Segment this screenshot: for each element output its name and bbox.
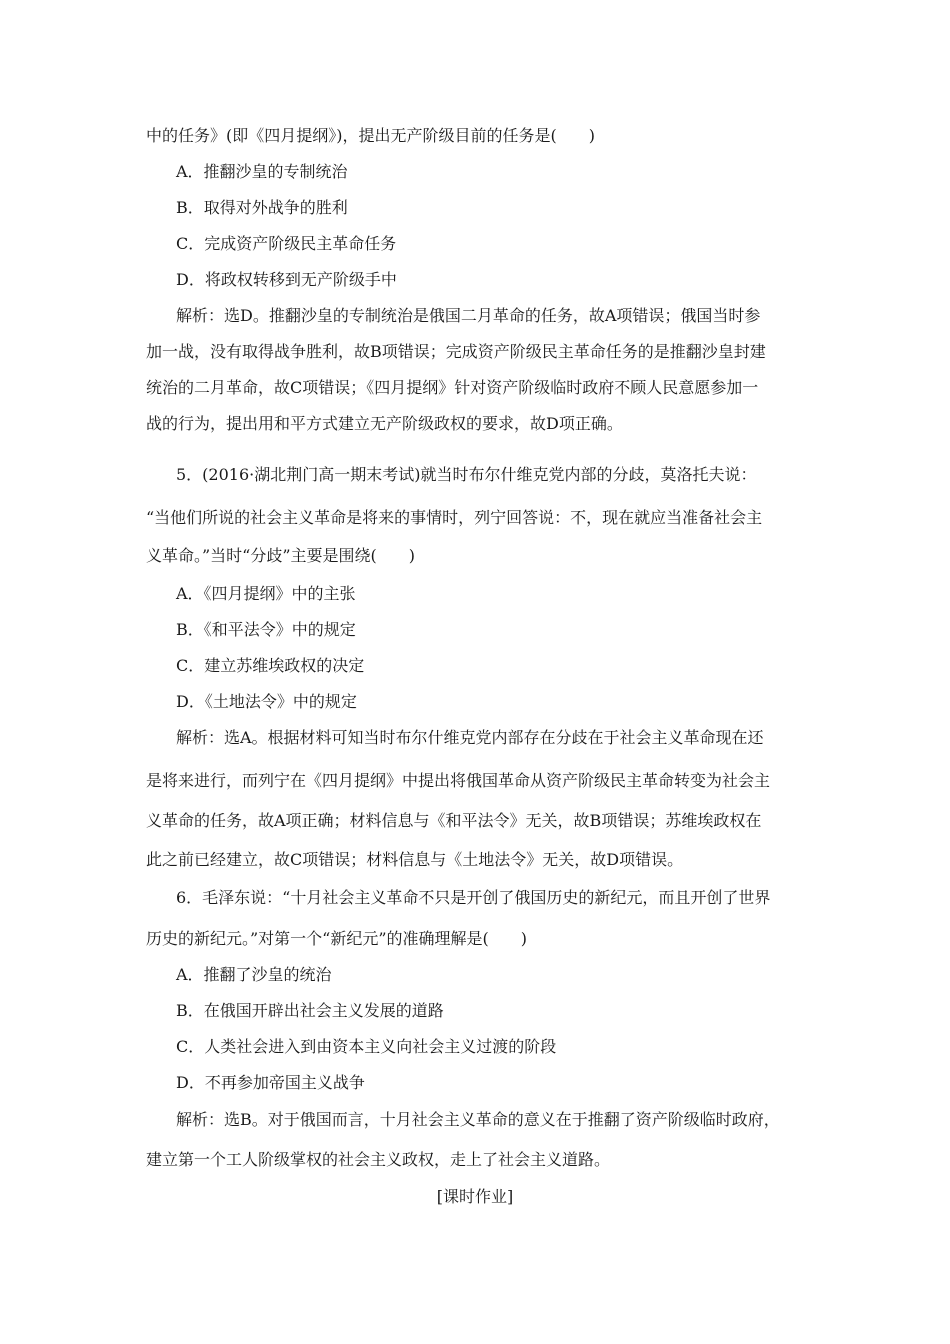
q4-stem: 中的任务》(即《四月提纲》)，提出无产阶级目前的任务是( ) — [146, 126, 595, 145]
section-heading: [课时作业] — [436, 1187, 514, 1206]
q5-analysis-line: 是将来进行，而列宁在《四月提纲》中提出将俄国革命从资产阶级民主革命转变为社会主 — [146, 771, 771, 790]
q5-option-b: B．《和平法令》中的规定 — [176, 620, 356, 639]
q5-stem-line: “当他们所说的社会主义革命是将来的事情时，列宁回答说：不，现在就应当准备社会主 — [146, 508, 763, 527]
q6-option-d: D．不再参加帝国主义战争 — [176, 1073, 365, 1092]
q5-option-c: C．建立苏维埃政权的决定 — [176, 656, 365, 675]
q6-option-a: A．推翻了沙皇的统治 — [176, 965, 332, 984]
q5-option-a: A．《四月提纲》中的主张 — [176, 584, 356, 603]
q5-analysis-line: 解析：选A。根据材料可知当时布尔什维克党内部存在分歧在于社会主义革命现在还 — [176, 728, 764, 747]
q6-analysis-line: 建立第一个工人阶级掌权的社会主义政权，走上了社会主义道路。 — [146, 1150, 611, 1169]
q4-analysis-line: 解析：选D。推翻沙皇的专制统治是俄国二月革命的任务，故A项错误；俄国当时参 — [176, 306, 761, 325]
q6-stem-line: 6．毛泽东说：“十月社会主义革命不只是开创了俄国历史的新纪元，而且开创了世界 — [176, 888, 771, 907]
q4-analysis-line: 统治的二月革命，故C项错误；《四月提纲》针对资产阶级临时政府不顾人民意愿参加一 — [146, 378, 759, 397]
q5-stem-line: 5．(2016·湖北荆门高一期末考试)就当时布尔什维克党内部的分歧，莫洛托夫说： — [176, 465, 757, 484]
q5-stem-line: 义革命。”当时“分歧”主要是围绕( ) — [146, 546, 416, 565]
q4-option-c: C．完成资产阶级民主革命任务 — [176, 234, 397, 253]
q5-analysis-line: 此之前已经建立，故C项错误；材料信息与《土地法令》无关，故D项错误。 — [146, 850, 684, 869]
q4-option-d: D．将政权转移到无产阶级手中 — [176, 270, 397, 289]
q5-option-d: D．《土地法令》中的规定 — [176, 692, 357, 711]
q4-analysis-line: 战的行为，提出用和平方式建立无产阶级政权的要求，故D项正确。 — [146, 414, 623, 433]
q6-stem-line: 历史的新纪元。”对第一个“新纪元”的准确理解是( ) — [146, 929, 528, 948]
q4-option-b: B．取得对外战争的胜利 — [176, 198, 348, 217]
q6-option-b: B．在俄国开辟出社会主义发展的道路 — [176, 1001, 444, 1020]
q6-option-c: C．人类社会进入到由资本主义向社会主义过渡的阶段 — [176, 1037, 557, 1056]
q6-analysis-line: 解析：选B。对于俄国而言，十月社会主义革命的意义在于推翻了资产阶级临时政府， — [176, 1110, 780, 1129]
q4-option-a: A．推翻沙皇的专制统治 — [176, 162, 348, 181]
q5-analysis-line: 义革命的任务，故A项正确；材料信息与《和平法令》无关，故B项错误；苏维埃政权在 — [146, 811, 762, 830]
q4-analysis-line: 加一战，没有取得战争胜利，故B项错误；完成资产阶级民主革命任务的是推翻沙皇封建 — [146, 342, 766, 361]
